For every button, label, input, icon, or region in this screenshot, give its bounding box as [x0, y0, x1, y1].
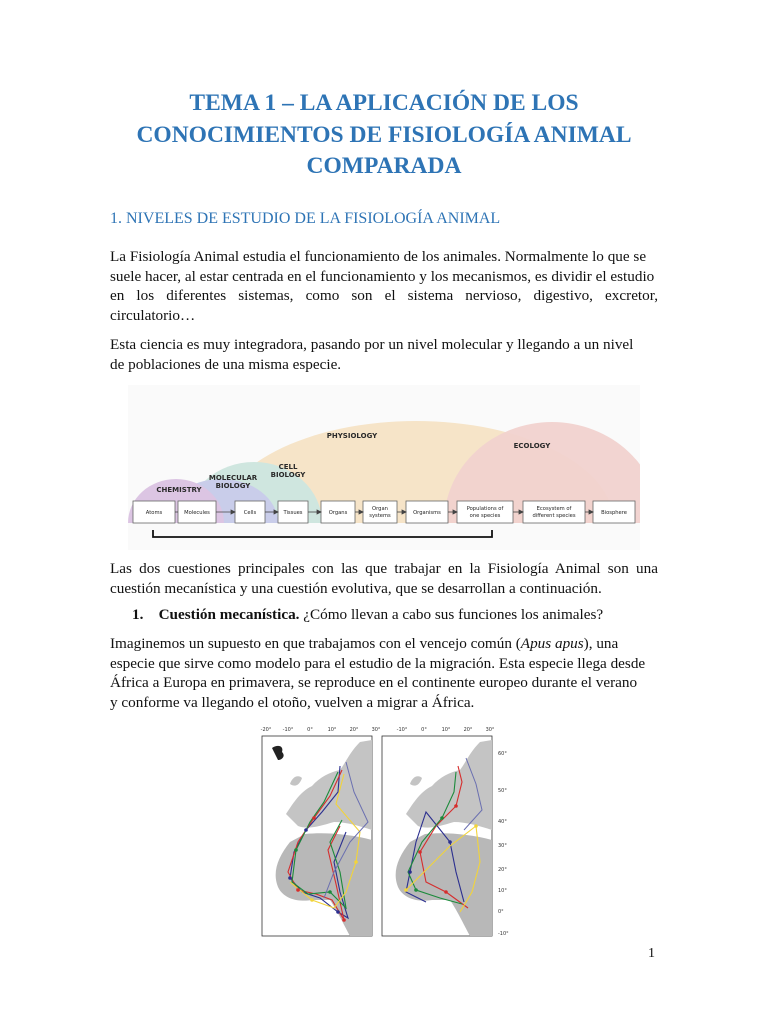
level-populations: Populations of	[466, 506, 504, 512]
lon-label: 0°	[421, 727, 427, 733]
level-atoms: Atoms	[145, 510, 163, 516]
paragraph-line: circulatorio…	[110, 306, 196, 324]
section-heading: 1. NIVELES DE ESTUDIO DE LA FISIOLOGÍA ANIMAL	[110, 210, 501, 227]
lon-label: 30°	[371, 727, 381, 733]
map-panel-right	[382, 736, 492, 936]
title-line-1: TEMA 1 – LA APLICACIÓN DE LOS	[189, 90, 579, 116]
physiology-label: PHYSIOLOGY	[326, 432, 378, 440]
title-line-2: CONOCIMIENTOS DE FISIOLOGÍA ANIMAL	[136, 121, 632, 148]
lon-label: 20°	[463, 727, 473, 733]
lat-label: 50°	[498, 788, 507, 794]
species-name: Apus apus	[520, 635, 584, 652]
lat-label: -10°	[498, 931, 509, 937]
migration-map-figure	[250, 722, 518, 940]
paragraph-line: Las dos cuestiones principales con las que trabajar en la Fisiología Animal son una	[110, 560, 658, 577]
level-ecosystem: Ecosystem of	[536, 506, 572, 512]
lat-label: 20°	[498, 867, 507, 873]
paragraph-line: suele hacer, al estar centrada en el funcionamiento y los mecanismos, es dividir el estudio	[110, 267, 655, 285]
lat-label: 30°	[498, 843, 507, 849]
molecular-biology-label: BIOLOGY	[215, 482, 251, 490]
level-organ-systems: Organ	[372, 506, 388, 512]
lon-label: 0°	[307, 727, 313, 733]
level-ecosystem: different species	[532, 513, 576, 519]
map-panel-left	[262, 736, 372, 936]
lon-label: -10°	[396, 727, 408, 733]
lon-label: -10°	[282, 727, 294, 733]
level-organ-systems: systems	[369, 513, 391, 519]
document-title	[80, 88, 688, 183]
lon-label: 30°	[485, 727, 495, 733]
level-molecules: Molecules	[184, 510, 210, 516]
paragraph-line: África a Europa en primavera, se reproduce en el continente europeo durante el verano	[110, 674, 638, 691]
chemistry-label: CHEMISTRY	[156, 486, 202, 494]
paragraph-4	[110, 634, 658, 712]
ecology-label: ECOLOGY	[513, 442, 551, 450]
paragraph-line: y conforme va llegando el otoño, vuelven a migrar a África.	[110, 693, 475, 711]
list-item-bold: Cuestión mecanística.	[158, 606, 300, 623]
lat-label: 60°	[498, 751, 507, 757]
lon-label: 10°	[441, 727, 451, 733]
lon-label: 20°	[349, 727, 359, 733]
list-number: 1.	[132, 606, 144, 623]
paragraph-line: en los diferentes sistemas, como son el sistema nervioso, digestivo, excretor,	[110, 287, 658, 304]
paragraph-line: especie que sirve como modelo para el estudio de la migración. Esta especie llega desde	[110, 654, 646, 672]
level-cells: Cells	[243, 510, 257, 516]
lon-label: -20°	[260, 727, 272, 733]
paragraph-line: de poblaciones de una misma especie.	[110, 355, 342, 373]
paragraph-3	[110, 559, 658, 598]
paragraph-line: Esta ciencia es muy integradora, pasando por un nivel molecular y llegando a un nivel	[110, 336, 634, 353]
level-tissues: Tissues	[283, 510, 303, 516]
paragraph-2	[110, 335, 658, 374]
paragraph-line: La Fisiología Animal estudia el funcionamiento de los animales. Normalmente lo que se	[110, 248, 647, 265]
levels-of-organization-diagram	[128, 385, 640, 550]
paragraph-1	[110, 247, 658, 325]
paragraph-text: ), una	[583, 635, 619, 652]
paragraph-line	[110, 634, 658, 654]
level-biosphere: Biosphere	[601, 510, 627, 516]
level-organs: Organs	[328, 510, 348, 516]
cell-biology-label: BIOLOGY	[270, 471, 306, 479]
level-organisms: Organisms	[413, 510, 441, 516]
lat-label: 40°	[498, 819, 507, 825]
list-item-text: ¿Cómo llevan a cabo sus funciones los animales?	[299, 606, 604, 623]
cell-biology-label: CELL	[278, 463, 298, 471]
lat-label: 10°	[498, 888, 507, 894]
paragraph-line: cuestión mecanística y una cuestión evolutiva, que se desarrollan a continuación.	[110, 579, 602, 597]
level-populations: one species	[469, 513, 501, 519]
lat-label: 0°	[498, 909, 504, 915]
list-item-mechanistic	[132, 606, 603, 624]
lon-label: 10°	[327, 727, 337, 733]
title-line-3: COMPARADA	[306, 153, 462, 179]
page-number: 1	[648, 946, 655, 961]
molecular-biology-label: MOLECULAR	[208, 474, 258, 482]
paragraph-text: Imaginemos un supuesto en que trabajamos con el vencejo común (	[110, 635, 521, 652]
